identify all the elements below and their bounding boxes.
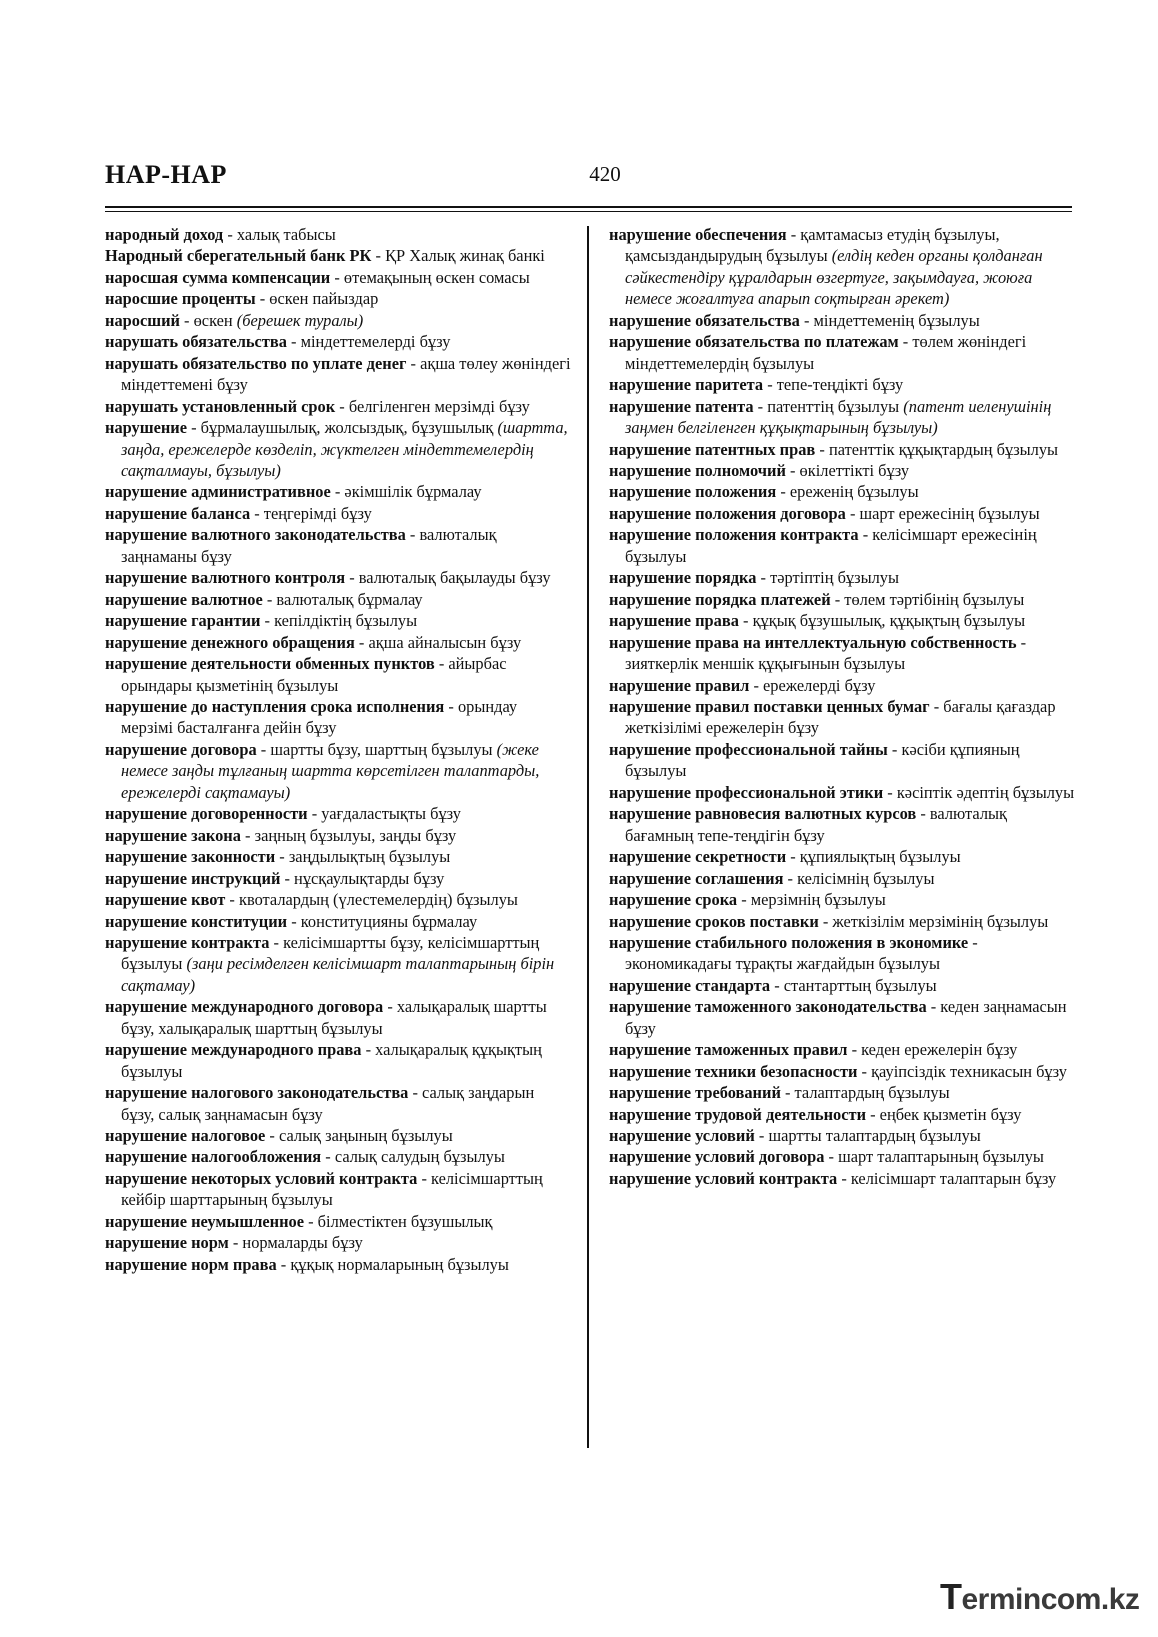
entry-note: (берешек туралы) (236, 310, 364, 330)
entry-definition: - келісімшарттың кейбір шарттарының бұзылуы (121, 1168, 543, 1210)
dictionary-entry (105, 288, 571, 309)
entry-definition: - валюталық бағамның тепе-теңдігін бұзу (625, 804, 1007, 845)
dictionary-entry (609, 1082, 1075, 1103)
entry-term: нарушение срока (609, 890, 738, 910)
entry-term: нарушение правил (609, 675, 750, 695)
entry-term: нарушение международного права (105, 1040, 362, 1060)
entry-term: нарушение валютного законодательства (105, 525, 406, 545)
entry-term: нарушение условий (609, 1126, 755, 1146)
entry-definition: - өтемақының өскен сомасы (330, 267, 530, 287)
entry-definition: - құқық бұзушылық, құқықтың бұзылуы (738, 611, 1026, 631)
dictionary-entry (105, 696, 571, 739)
entry-term: нарушение патента (609, 396, 754, 416)
entry-definition: - халықаралық құқықтың бұзылуы (121, 1040, 542, 1081)
dictionary-entry (609, 310, 1075, 331)
dictionary-entry (105, 1125, 571, 1146)
dictionary-entry (609, 932, 1075, 975)
entry-term: нарушение порядка платежей (609, 589, 831, 609)
entry-term: нарушение таможенных правил (609, 1040, 848, 1060)
running-head: НАР-НАР (105, 160, 227, 189)
entry-term: нарушение положения контракта (609, 525, 859, 545)
entry-term: Народный сберегательный банк РК (105, 246, 372, 266)
entry-term: нарушение закона (105, 825, 241, 845)
dictionary-entry (609, 846, 1075, 867)
dictionary-entry (105, 889, 571, 910)
entry-definition: - конституцияны бұрмалау (287, 911, 478, 931)
dictionary-entry (105, 1211, 571, 1232)
entry-definition: - салық заңының бұзылуы (265, 1126, 453, 1146)
dictionary-entry (105, 610, 571, 631)
entry-definition: - міндеттеменің бұзылуы (799, 310, 980, 330)
dictionary-entry (105, 932, 571, 996)
entry-definition: - жеткізілім мерзімінің бұзылуы (818, 911, 1049, 931)
entry-term: нарушение инструкций (105, 868, 281, 888)
entry-term: нарушение до наступления срока исполнения (105, 696, 445, 716)
entry-term: нарушение права (609, 611, 739, 631)
entry-definition: - валюталық бақылауды бұзу (345, 568, 551, 588)
entry-term: нарушение секретности (609, 847, 787, 867)
entry-definition: - айырбас орындары қызметінің бұзылуы (121, 654, 507, 695)
dictionary-entry (105, 803, 571, 824)
dictionary-entry (609, 1168, 1075, 1189)
dictionary-entry (609, 396, 1075, 439)
dictionary-entry (105, 353, 571, 396)
dictionary-entry (105, 1168, 571, 1211)
entry-note: (елдің кеден органы қолданған сәйкестендіру құралдарын өзгертуге, зақымдауға, жоюға немесе жоғалтуға апарып соқтырған әрекет) (625, 246, 1043, 309)
dictionary-entry (105, 632, 571, 653)
entry-definition: - әкімшілік бұрмалау (330, 482, 482, 502)
entry-term: нарушение валютное (105, 589, 263, 609)
dictionary-entry (105, 739, 571, 803)
dictionary-entry (609, 224, 1075, 310)
entry-term: нарушение обязательства по платежам (609, 332, 899, 352)
page-number: 420 (589, 162, 621, 186)
dictionary-entry (609, 739, 1075, 782)
dictionary-entry (609, 632, 1075, 675)
entry-definition: - шарт талаптарының бұзылуы (824, 1147, 1044, 1167)
entry-definition: - ҚР Халық жинақ банкі (371, 246, 545, 266)
entry-definition: - патенттік құқықтардың бұзылуы (815, 439, 1059, 459)
dictionary-entry (105, 481, 571, 502)
dictionary-entry (105, 1082, 571, 1125)
entry-definition: - салық заңдарын бұзу, салық заңнамасын бұзу (121, 1083, 535, 1124)
entry-definition: - өкілеттікті бұзу (785, 460, 910, 480)
dictionary-entry (105, 589, 571, 610)
entry-definition: - міндеттемелерді бұзу (286, 332, 451, 352)
dictionary-entry (105, 331, 571, 352)
entry-term: нарушение полномочий (609, 460, 786, 480)
entry-term: нарушение стандарта (609, 975, 771, 995)
entry-definition: - қамтамасыз етудің бұзылуы, қамсыздандырудың бұзылуы (625, 225, 1000, 266)
entry-term: нарушение налогообложения (105, 1147, 322, 1167)
entry-definition: - тәртіптің бұзылуы (756, 568, 899, 588)
entry-definition: - білместіктен бұзушылық (304, 1211, 493, 1231)
entry-definition: - ережелерді бұзу (749, 675, 876, 695)
entry-term: нарушать установленный срок (105, 396, 336, 416)
column-divider (587, 226, 589, 1448)
entry-term: наросший (105, 310, 180, 330)
dictionary-entry (609, 696, 1075, 739)
dictionary-entry (609, 675, 1075, 696)
entry-term: нарушение неумышленное (105, 1211, 305, 1231)
entry-definition: - мерзімнің бұзылуы (737, 890, 886, 910)
entry-definition: - ереженің бұзылуы (776, 482, 919, 502)
dictionary-entry (609, 803, 1075, 846)
entry-definition: - шарт ережесінің бұзылуы (845, 503, 1040, 523)
entry-term: наросшая сумма компенсации (105, 267, 331, 287)
dictionary-entry (609, 1146, 1075, 1167)
entry-term: нарушение некоторых условий контракта (105, 1168, 418, 1188)
entry-term: нарушение норм права (105, 1254, 277, 1274)
entry-definition: - келісімшарт талаптарын бұзу (837, 1168, 1057, 1188)
entry-definition: - еңбек қызметін бұзу (866, 1104, 1022, 1124)
entry-note: (шартта, заңда, ережелерде көзделіп, жүктелген міндеттемелердің сақталмауы, бұзылуы) (121, 418, 568, 480)
entry-term: нарушать обязательство по уплате денег (105, 353, 407, 373)
dictionary-entry (609, 975, 1075, 996)
dictionary-entry (609, 996, 1075, 1039)
entry-term: нарушение стабильного положения в экономике (609, 932, 969, 952)
entry-definition: - зияткерлік меншік құқығынын бұзылуы (625, 632, 1027, 674)
page-header (105, 160, 1072, 208)
entry-definition: - нормаларды бұзу (228, 1233, 363, 1253)
entry-term: нарушение положения договора (609, 503, 846, 523)
watermark-text: ermincom.kz (961, 1583, 1140, 1616)
entry-definition: - квоталардың (үлестемелердің) бұзылуы (225, 890, 518, 910)
entry-definition: - келісімшарт ережесінің бұзылуы (625, 525, 1037, 566)
entry-term: нарушение таможенного законодательства (609, 997, 927, 1017)
entry-term: нарушение законности (105, 847, 276, 867)
entry-term: нарушение соглашения (609, 868, 784, 888)
entry-definition: - талаптардың бұзылуы (780, 1083, 950, 1103)
entry-definition: - кәсіби құпияның бұзылуы (625, 739, 1020, 781)
entry-term: нарушение международного договора (105, 997, 384, 1017)
right-column (609, 224, 1075, 1189)
entry-definition: - келісімшартты бұзу, келісімшарттың бұзылуы (121, 932, 540, 974)
entry-definition: - құқық нормаларының бұзылуы (276, 1254, 509, 1274)
entry-definition: - халықаралық шартты бұзу, халықаралық шарттың бұзылуы (121, 997, 547, 1038)
dictionary-entry (105, 245, 571, 266)
entry-term: нарушение деятельности обменных пунктов (105, 654, 435, 674)
entry-term: нарушение денежного обращения (105, 632, 355, 652)
entry-definition: - уағдаластықты бұзу (307, 804, 461, 824)
entry-definition: - өскен (179, 310, 237, 330)
entry-definition: - стантарттың бұзылуы (770, 975, 937, 995)
entry-definition: - экономикадағы тұрақты жағдайдын бұзылуы (625, 932, 978, 974)
dictionary-entry (105, 524, 571, 567)
entry-definition: - төлем жөніндегі міндеттемелердің бұзылуы (625, 332, 1027, 373)
entry-note: (заңи ресімделген келісімшарт талаптарының бірін сақтамау) (121, 954, 555, 995)
entry-definition: - бағалы қағаздар жеткізілімі ережелерін бұзу (625, 696, 1056, 738)
dictionary-entry (609, 567, 1075, 588)
dictionary-entry (609, 481, 1075, 502)
dictionary-entry (609, 460, 1075, 481)
dictionary-entry (609, 524, 1075, 567)
dictionary-entry (105, 396, 571, 417)
entry-term: народный доход (105, 225, 224, 244)
dictionary-entry (609, 911, 1075, 932)
dictionary-entry (609, 331, 1075, 374)
watermark-initial: T (940, 1576, 962, 1617)
entry-term: нарушение контракта (105, 932, 270, 952)
entry-term: нарушение сроков поставки (609, 911, 819, 931)
entry-term: нарушение правил поставки ценных бумаг (609, 696, 930, 716)
dictionary-entry (609, 374, 1075, 395)
dictionary-entry (609, 889, 1075, 910)
dictionary-entry (105, 996, 571, 1039)
entry-definition: - төлем тәртібінің бұзылуы (830, 589, 1025, 609)
entry-term: нарушение трудовой деятельности (609, 1104, 867, 1124)
dictionary-entry (105, 911, 571, 932)
dictionary-entry (609, 610, 1075, 631)
dictionary-entry (105, 868, 571, 889)
entry-definition: - шартты бұзу, шарттың бұзылуы (256, 739, 497, 759)
entry-definition: - кеден заңнамасын бұзу (625, 997, 1067, 1038)
dictionary-entry (105, 503, 571, 524)
entry-definition: - орындау мерзімі басталғанға дейін бұзу (121, 696, 518, 738)
entry-term: нарушение положения (609, 482, 777, 502)
entry-term: наросшие проценты (105, 289, 256, 309)
dictionary-entry (609, 1061, 1075, 1082)
entry-definition: - қауіпсіздік техникасын бұзу (857, 1061, 1067, 1081)
header-rule-thin (105, 211, 1072, 212)
dictionary-entry (609, 503, 1075, 524)
dictionary-entry (609, 1104, 1075, 1125)
entry-definition: - халық табысы (223, 225, 336, 244)
watermark-logo (940, 1576, 1139, 1618)
entry-term: нарушение порядка (609, 568, 757, 588)
entry-definition: - ақша төлеу жөніндегі міндеттемені бұзу (121, 353, 571, 395)
entry-term: нарушение налогового законодательства (105, 1083, 409, 1103)
entry-term: нарушение условий контракта (609, 1168, 838, 1188)
entry-term: нарушение баланса (105, 503, 251, 523)
header-rule (105, 206, 1072, 208)
entry-term: нарушение норм (105, 1233, 229, 1253)
entry-term: нарушение условий договора (609, 1147, 825, 1167)
entry-definition: - белгіленген мерзімді бұзу (335, 396, 530, 416)
entry-definition: - нұсқаулықтарды бұзу (280, 868, 445, 888)
entry-term: нарушение договора (105, 739, 257, 759)
entry-definition: - патенттің бұзылуы (753, 396, 904, 416)
entry-definition: - келісімнің бұзылуы (783, 868, 935, 888)
entry-definition: - кәсіптік әдептің бұзылуы (883, 782, 1075, 802)
entry-definition: - теңгерімді бұзу (250, 503, 372, 523)
entry-term: нарушение налоговое (105, 1126, 266, 1146)
entry-term: нарушение договоренности (105, 804, 308, 824)
dictionary-entry (105, 825, 571, 846)
dictionary-entry (609, 868, 1075, 889)
dictionary-entry (609, 782, 1075, 803)
entry-definition: - кеден ережелерін бұзу (847, 1040, 1018, 1060)
entry-term: нарушение профессиональной тайны (609, 739, 888, 759)
dictionary-entry (105, 567, 571, 588)
entry-term: нарушение равновесия валютных курсов (609, 804, 917, 824)
entry-definition: - салық салудың бұзылуы (321, 1147, 505, 1167)
dictionary-entry (105, 267, 571, 288)
entry-definition: - заңның бұзылуы, заңды бұзу (240, 825, 457, 845)
dictionary-entry (105, 310, 571, 331)
entry-term: нарушение техники безопасности (609, 1061, 858, 1081)
entry-term: нарушение профессиональной этики (609, 782, 884, 802)
dictionary-entry (105, 1232, 571, 1253)
entry-definition: - өскен пайыздар (255, 289, 379, 309)
entry-term: нарушение паритета (609, 375, 764, 395)
entry-term: нарушать обязательства (105, 332, 287, 352)
entry-term: нарушение патентных прав (609, 439, 816, 459)
entry-definition: - валюталық бұрмалау (262, 589, 423, 609)
dictionary-entry (105, 1146, 571, 1167)
entry-term: нарушение права на интеллектуальную собственность (609, 632, 1017, 652)
left-column (105, 224, 571, 1275)
entry-term: нарушение требований (609, 1083, 781, 1103)
dictionary-entry (609, 1125, 1075, 1146)
entry-definition: - кепілдіктің бұзылуы (260, 611, 418, 631)
dictionary-entry (609, 1039, 1075, 1060)
dictionary-entry (105, 417, 571, 481)
entry-definition: - валюталық заңнаманы бұзу (121, 525, 497, 566)
entry-definition: - бұрмалаушылық, жолсыздық, бұзушылық (187, 418, 498, 438)
entry-definition: - шартты талаптардың бұзылуы (754, 1126, 981, 1146)
entry-definition: - ақша айналысын бұзу (354, 632, 522, 652)
entry-term: нарушение конституции (105, 911, 288, 931)
entry-definition: - тепе-теңдікті бұзу (763, 375, 904, 395)
dictionary-entry (105, 224, 571, 245)
entry-term: нарушение обязательства (609, 310, 800, 330)
entry-term: нарушение квот (105, 890, 226, 910)
entry-note: (патент иеленушінің заңмен белгіленген құқықтарының бұзылуы) (625, 396, 1052, 438)
entry-term: нарушение обеспечения (609, 225, 787, 244)
entry-definition: - заңдылықтың бұзылуы (275, 847, 451, 867)
entry-term: нарушение административное (105, 482, 331, 502)
dictionary-entry (105, 1254, 571, 1275)
dictionary-entry (105, 1039, 571, 1082)
entry-term: нарушение валютного контроля (105, 568, 346, 588)
entry-term: нарушение гарантии (105, 611, 261, 631)
dictionary-entry (105, 653, 571, 696)
dictionary-entry (105, 846, 571, 867)
entry-note: (жеке немесе заңды тұлғаның шартта көрсетілген талаптарды, ережелерді сақтамауы) (121, 739, 540, 802)
dictionary-entry (609, 589, 1075, 610)
dictionary-entry (609, 439, 1075, 460)
entry-definition: - құпиялықтың бұзылуы (786, 847, 961, 867)
entry-term: нарушение (105, 418, 188, 438)
